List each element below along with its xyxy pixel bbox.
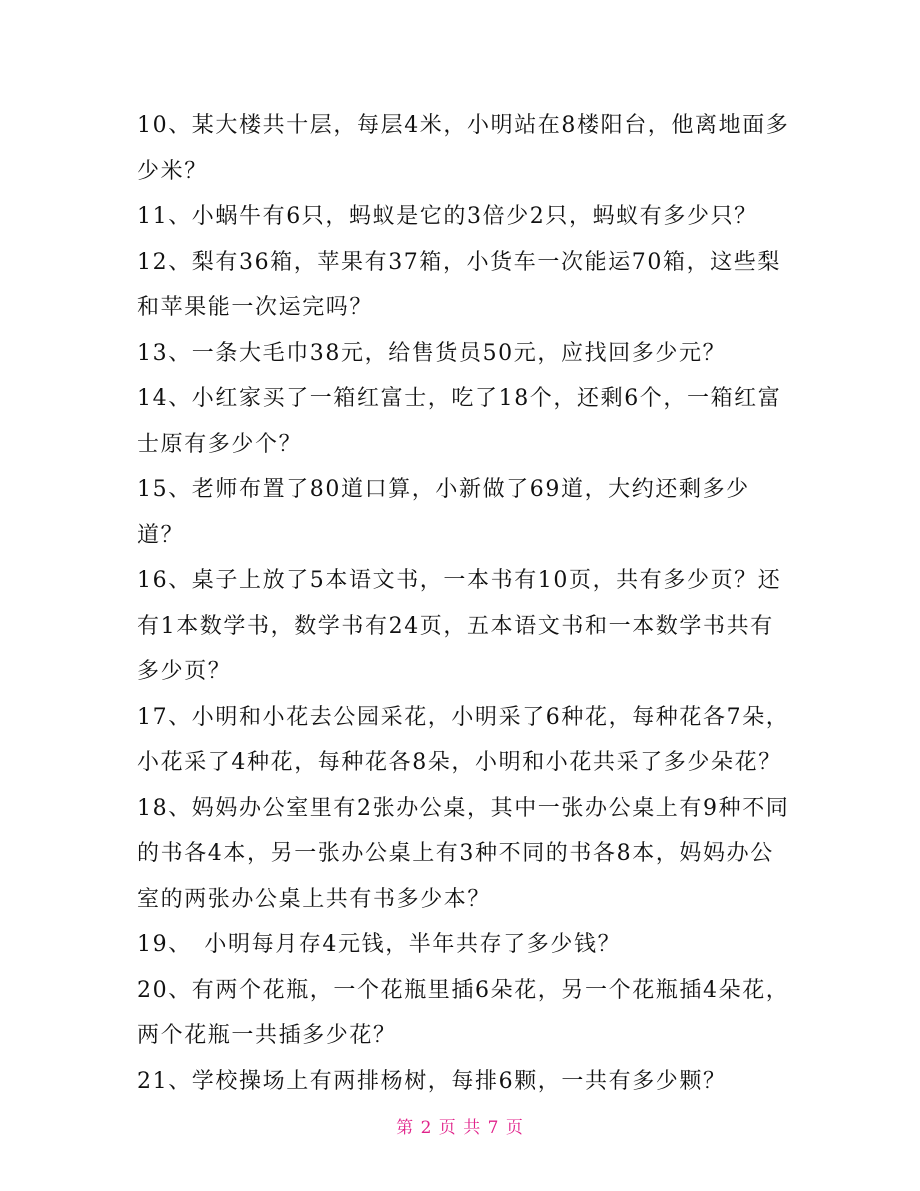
problem-list bbox=[137, 103, 792, 1104]
problem-16: 16、桌子上放了5本语文书，一本书有10页，共有多少页？还有1本数学书，数学书有24页，五本语文书和一本数学书共有多少页？ bbox=[137, 568, 782, 684]
problem-15: 15、老师布置了80道口算，小新做了69道，大约还剩多少道？ bbox=[137, 477, 750, 548]
problem-21: 21、学校操场上有两排杨树，每排6颗，一共有多少颗？ bbox=[137, 1068, 727, 1094]
problem-11: 11、小蜗牛有6只，蚂蚁是它的3倍少2只，蚂蚁有多少只？ bbox=[137, 204, 758, 229]
problem-17: 17、小明和小花去公园采花，小明采了6种花，每种花各7朵，小花采了4种花，每种花各8朵，小明和小花共采了多少朵花？ bbox=[137, 704, 790, 775]
problem-20: 20、有两个花瓶，一个花瓶里插6朵花，另一个花瓶插4朵花，两个花瓶一共插多少花？ bbox=[137, 977, 790, 1048]
page-number-footer: 第 2 页 共 7 页 bbox=[396, 1118, 524, 1138]
problem-12: 12、梨有36箱，苹果有37箱，小货车一次能运70箱，这些梨和苹果能一次运完吗？ bbox=[137, 249, 781, 320]
problem-18: 18、妈妈办公室里有2张办公桌，其中一张办公桌上有9种不同的书各4本，另一张办公桌上有3种不同的书各8本，妈妈办公室的两张办公桌上共有书多少本？ bbox=[137, 795, 790, 912]
problem-10: 10、某大楼共十层，每层4米，小明站在8楼阳台，他离地面多少米？ bbox=[137, 113, 790, 184]
problem-13: 13、一条大毛巾38元，给售货员50元，应找回多少元？ bbox=[137, 340, 727, 366]
problem-14: 14、小红家买了一箱红富士，吃了18个，还剩6个，一箱红富士原有多少个？ bbox=[137, 386, 782, 457]
problem-19: 19、 小明每月存4元钱，半年共存了多少钱？ bbox=[137, 932, 622, 957]
